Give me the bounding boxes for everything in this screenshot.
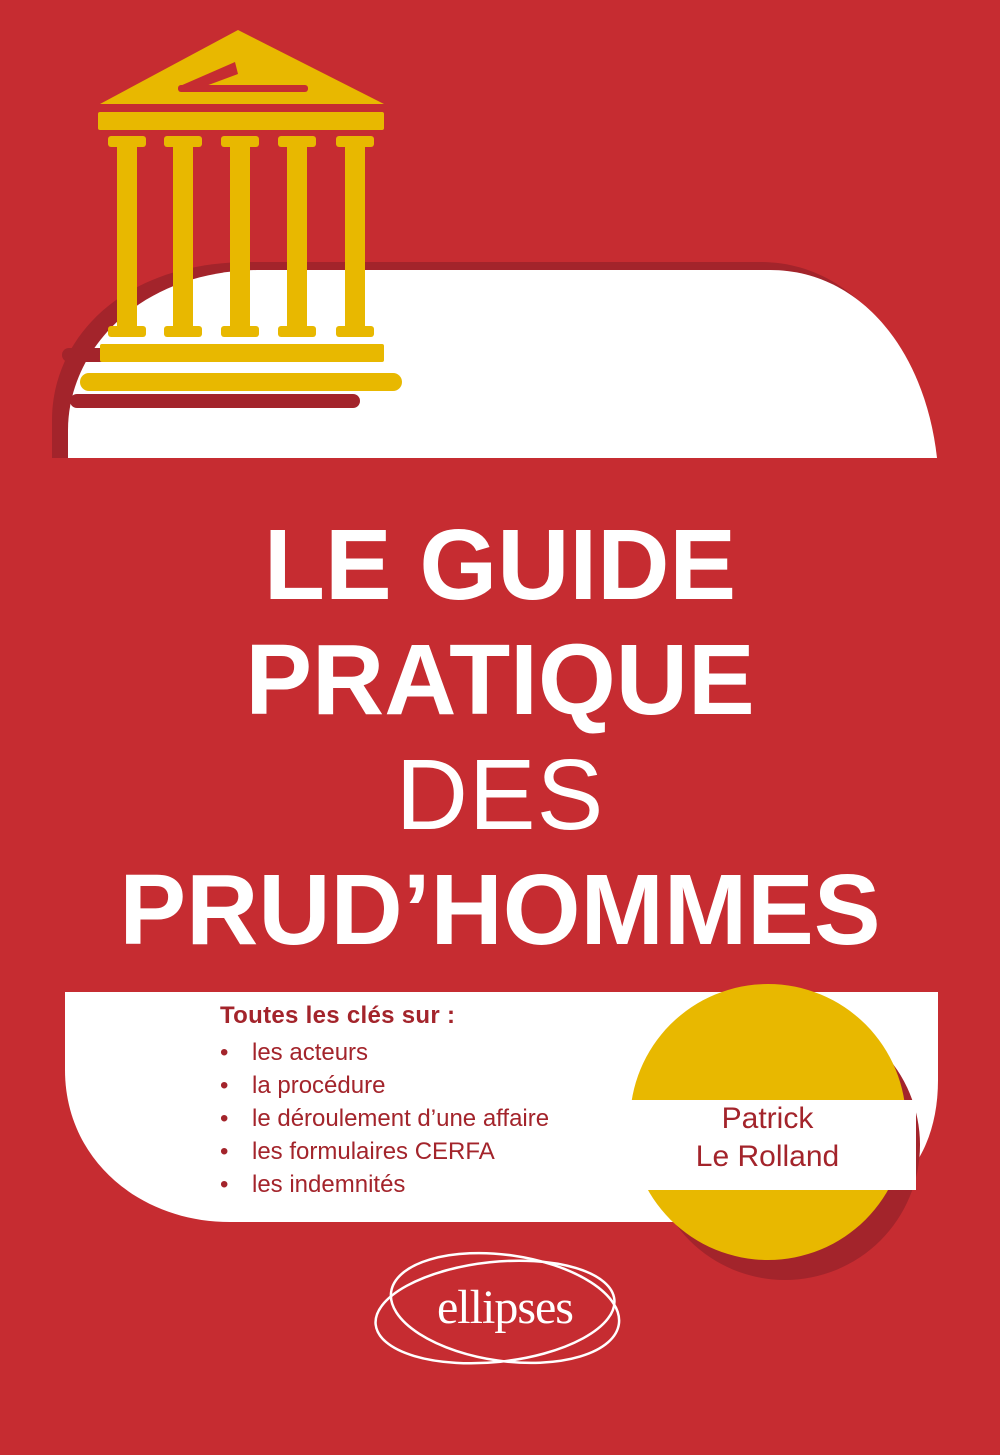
features-heading: Toutes les clés sur : — [220, 1002, 456, 1029]
list-item — [220, 1102, 640, 1135]
bullet-icon: • — [220, 1039, 229, 1066]
title-line-3: DES — [395, 739, 605, 851]
list-item — [220, 1036, 640, 1069]
title-line-4: PRUD’HOMMES — [119, 854, 881, 966]
title-line-2: PRATIQUE — [245, 624, 755, 736]
bullet-icon: • — [220, 1171, 229, 1198]
title-line-1: LE GUIDE — [263, 509, 737, 621]
feature-text: le déroulement d’une affaire — [252, 1105, 550, 1132]
author-first-name: Patrick — [721, 1102, 814, 1135]
feature-text: les acteurs — [252, 1039, 369, 1066]
ellipses-logo — [385, 1252, 625, 1382]
author-last-name: Le Rolland — [695, 1140, 840, 1173]
features-block — [220, 1002, 640, 1201]
bullet-icon: • — [220, 1138, 229, 1165]
feature-text: la procédure — [252, 1072, 386, 1099]
features-list — [220, 1036, 640, 1201]
list-item — [220, 1135, 640, 1168]
list-item — [220, 1069, 640, 1102]
feature-text: les indemnités — [252, 1171, 406, 1198]
publisher-name: ellipses — [437, 1281, 573, 1334]
author-name — [635, 1100, 900, 1192]
bullet-icon: • — [220, 1072, 229, 1099]
list-item — [220, 1168, 640, 1201]
bullet-icon: • — [220, 1105, 229, 1132]
feature-text: les formulaires CERFA — [252, 1138, 495, 1165]
upper-panel — [68, 270, 937, 458]
